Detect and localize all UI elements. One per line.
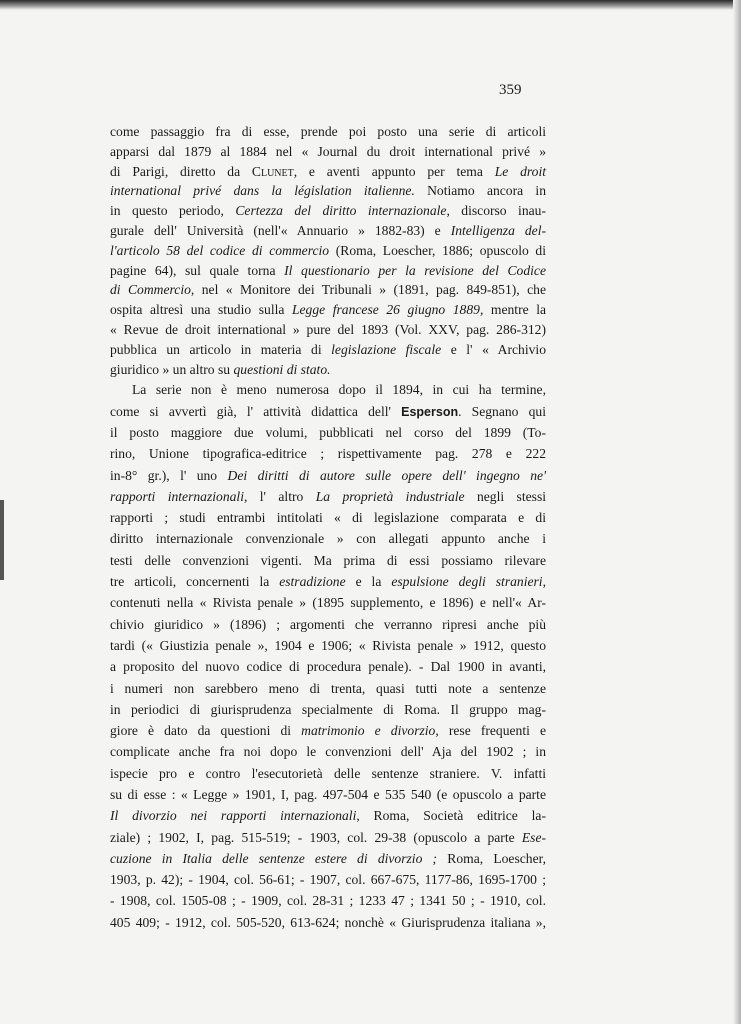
- text-segment: rapporti ; studi entrambi intitolati « di legislazione comparata e di: [110, 510, 546, 526]
- italic-text: international privé dans la législation italienne.: [110, 183, 415, 199]
- text-line: [110, 280, 546, 300]
- text-segment: diritto internazionale convenzionale » con allegati appunto anche i: [110, 531, 546, 547]
- text-segment: a proposito del nuovo codice di procedura penale). - Dal 1900 in avanti,: [110, 659, 546, 675]
- text-segment: in questo periodo,: [110, 203, 236, 219]
- text-segment: Roma, Loescher,: [437, 850, 546, 866]
- text-segment: pagine 64), sul quale torna: [110, 262, 285, 278]
- text-segment: chivio giuridico » (1896) ; argomenti che verranno ripresi anche più: [110, 616, 546, 632]
- text-line: [110, 805, 546, 826]
- text-segment: giuridico » un altro su: [110, 361, 234, 377]
- text-line: [110, 720, 546, 741]
- text-line: [110, 635, 546, 656]
- scan-right-edge: [733, 0, 741, 1024]
- text-segment: i numeri non sarebbero meno di trenta, quasi tutti note a sentenze: [110, 680, 546, 696]
- text-line: [110, 181, 546, 201]
- text-segment: tardi (« Giustizia penale », 1904 e 1906; « Rivista penale » 1912, questo: [110, 637, 546, 653]
- italic-text: Le droit: [494, 163, 546, 179]
- text-line: [110, 528, 546, 549]
- text-segment: contenuti nella « Rivista penale » (1895 supplemento, e 1896) e nell'« Ar-: [110, 595, 546, 611]
- text-segment: , discorso inau-: [446, 203, 546, 219]
- paragraph-1: [110, 122, 546, 379]
- italic-text: questioni di stato.: [233, 361, 331, 377]
- text-segment: ziale) ; 1902, I, pag. 515-519; - 1903, col. 29-38 (opuscolo a parte: [110, 829, 522, 845]
- text-line: [110, 261, 546, 281]
- text-segment: . Segnano qui: [458, 403, 546, 419]
- text-segment: , e aventi appunto per tema: [293, 163, 495, 179]
- text-line: [110, 162, 546, 182]
- bold-text: Esperson: [401, 404, 459, 419]
- text-line: [110, 300, 546, 320]
- text-line: [110, 241, 546, 261]
- text-segment: , l' altro: [244, 488, 316, 504]
- italic-text: matrimonio e divorzio: [301, 723, 436, 739]
- text-line: [110, 571, 546, 592]
- text-line: [110, 443, 546, 464]
- text-segment: testi delle convenzioni vigenti. Ma prima di essi possiamo rilevare: [110, 552, 546, 568]
- text-line: [110, 848, 546, 869]
- text-segment: gurale dell' Università (nell'« Annuario » 1882-83) e: [110, 222, 451, 238]
- text-line: [110, 507, 546, 528]
- text-line: [110, 422, 546, 443]
- text-segment: rino, Unione tipografica-editrice ; rispettivamente pag. 278 e 222: [110, 446, 546, 462]
- text-segment: e la: [345, 574, 392, 590]
- italic-text: rapporti internazionali: [110, 488, 244, 504]
- text-line: [110, 678, 546, 699]
- text-segment: di Parigi, diretto da: [110, 163, 252, 179]
- italic-text: Intelligenza del-: [450, 222, 546, 238]
- text-line: [110, 763, 546, 784]
- text-segment: ispecie pro e contro l'esecutorietà delle sentenze straniere. V. infatti: [110, 765, 546, 781]
- text-line: [110, 699, 546, 720]
- text-line: [110, 486, 546, 507]
- text-line: [110, 465, 546, 486]
- text-segment: La serie non è meno numerosa dopo il 1894, in cui ha termine,: [132, 382, 546, 398]
- text-line: [110, 869, 546, 890]
- text-segment: , rese frequenti e: [435, 723, 546, 739]
- text-segment: « Revue de droit international » pure del 1893 (Vol. XXV, pag. 286-312): [110, 321, 546, 337]
- text-segment: (Roma, Loescher, 1886; opuscolo di: [329, 242, 547, 258]
- text-line: [110, 890, 546, 911]
- text-line: [110, 379, 546, 400]
- text-segment: ospita altresì una studio sulla: [110, 302, 292, 318]
- text-segment: - 1908, col. 1505-08 ; - 1909, col. 28-31 ; 1233 47 ; 1341 50 ; - 1910, col.: [110, 893, 546, 909]
- text-line: [110, 320, 546, 340]
- body-text: [110, 122, 546, 933]
- italic-text: Il divorzio nei rapporti internazionali: [110, 808, 357, 824]
- text-segment: come si avvertì già, l' attività didattica dell': [110, 403, 402, 419]
- italic-text: Dei diritti di autore sulle opere dell' ingegno ne': [227, 467, 546, 483]
- text-segment: come passaggio fra di esse, prende poi posto una serie di articoli: [110, 124, 546, 139]
- text-segment: tre articoli, concernenti la: [110, 574, 280, 590]
- text-line: [110, 656, 546, 677]
- text-line: [110, 360, 546, 380]
- text-line: [110, 912, 546, 933]
- text-line: [110, 122, 546, 142]
- text-line: [110, 340, 546, 360]
- text-segment: complicate anche fra noi dopo le convenzioni dell' Aja del 1902 ; in: [110, 744, 546, 760]
- italic-text: La proprietà industriale: [315, 488, 465, 504]
- scan-left-mark: [0, 500, 4, 580]
- text-segment: il posto maggiore due volumi, pubblicati nel corso del 1899 (To-: [110, 424, 546, 440]
- text-segment: in periodici di giurisprudenza specialmente di Roma. Il gruppo mag-: [110, 701, 546, 717]
- text-line: [110, 827, 546, 848]
- italic-text: Certezza del diritto internazionale: [235, 203, 447, 219]
- text-line: [110, 142, 546, 162]
- text-line: [110, 592, 546, 613]
- page-number: 359: [499, 82, 522, 98]
- text-line: [110, 784, 546, 805]
- text-segment: pubblica un articolo in materia di: [110, 341, 332, 357]
- italic-text: legislazione fiscale: [331, 341, 442, 357]
- italic-text: estradizione: [279, 574, 346, 590]
- text-line: [110, 550, 546, 571]
- italic-text: l'articolo 58 del codice di commercio: [110, 242, 330, 258]
- text-segment: su di esse : « Legge » 1901, I, pag. 497-504 e 535 540 (e opuscolo a parte: [110, 787, 546, 802]
- text-segment: mentre la: [483, 302, 547, 318]
- text-segment: in-8° gr.), l' uno: [110, 467, 228, 483]
- italic-text: espulsione degli stranieri: [391, 574, 543, 590]
- text-segment: apparsi dal 1879 al 1884 nel « Journal du droit international privé »: [110, 143, 546, 159]
- text-segment: , Roma, Società editrice la-: [356, 808, 546, 824]
- scan-top-edge: [0, 0, 741, 10]
- text-line: [110, 401, 546, 422]
- italic-text: Ese-: [521, 829, 546, 845]
- text-line: [110, 221, 546, 241]
- text-segment: 405 409; - 1912, col. 505-520, 613-624; nonchè « Giurisprudenza italiana »,: [110, 914, 546, 930]
- text-segment: , nel « Monitore dei Tribunali » (1891, pag. 849-851), che: [190, 282, 546, 298]
- text-segment: ,: [542, 574, 546, 590]
- text-line: [110, 614, 546, 635]
- text-line: [110, 741, 546, 762]
- text-segment: e l' « Archivio: [441, 341, 546, 357]
- text-segment: 1903, p. 42); - 1904, col. 56-61; - 1907, col. 667-675, 1177-86, 1695-1700 ;: [110, 872, 546, 888]
- paragraph-2: [110, 379, 546, 933]
- italic-text: di Commercio: [110, 282, 191, 298]
- text-line: [110, 201, 546, 221]
- smallcaps-text: Clunet: [251, 163, 294, 179]
- italic-text: cuzione in Italia delle sentenze estere di divorzio ;: [110, 850, 438, 866]
- text-segment: negli stessi: [464, 488, 547, 504]
- italic-text: Legge francese 26 giugno 1889,: [291, 302, 484, 318]
- text-segment: Notiamo ancora in: [414, 183, 546, 199]
- italic-text: Il questionario per la revisione del Codice: [284, 262, 546, 278]
- text-segment: giore è dato da questioni di: [110, 723, 302, 739]
